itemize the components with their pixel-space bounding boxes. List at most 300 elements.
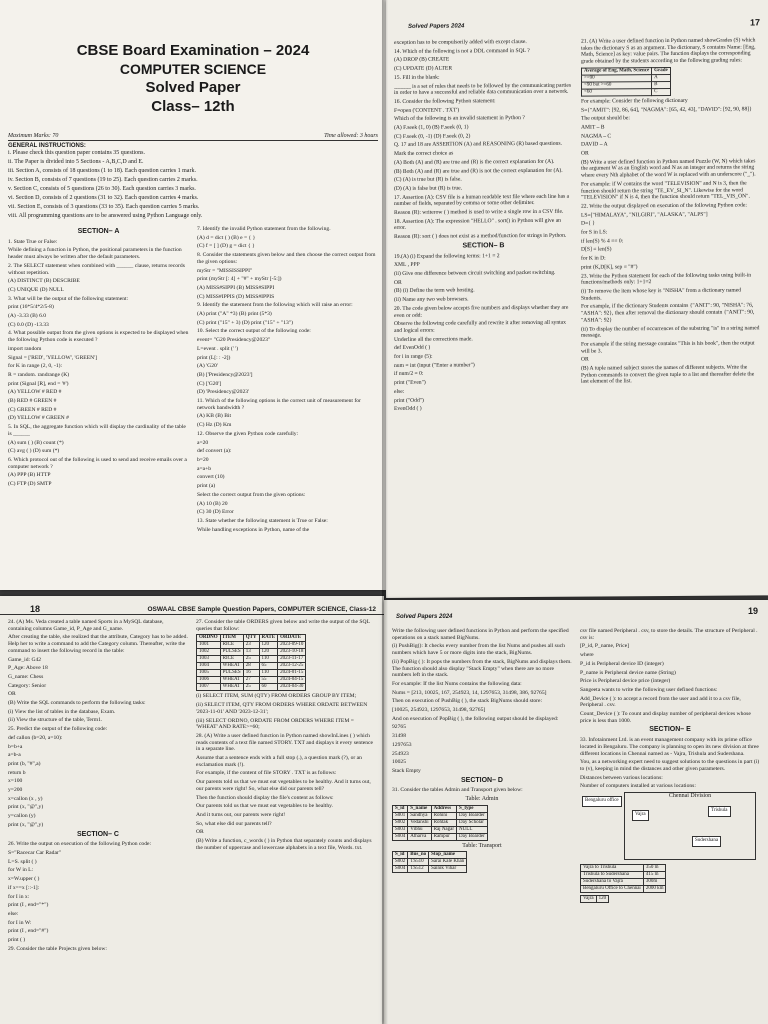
text-line: (A) print ("A" *3) (B) print (5*3) xyxy=(197,311,272,318)
table-cell: 120 xyxy=(596,896,609,903)
text-line: The output should be: xyxy=(581,115,630,122)
text-line: SECTION– C xyxy=(76,830,119,838)
text-line: Reason (R): writerow ( ) method is used to write a single row in a CSV file. xyxy=(394,208,564,217)
computers-table xyxy=(580,895,609,903)
text-line: 23. Write the Python statement for each of the following tasks using built-in functions/methods only: 1+1=2 xyxy=(581,272,752,286)
table-row xyxy=(393,833,488,840)
text-line: 19.(A) (i) Expand the following terms: 1+1 = 2 xyxy=(394,252,500,260)
column-left xyxy=(8,619,188,954)
text-line: 28. (A) Write a user defined function in Python named showInLines ( ) which reads contents of a text file named STORY. TXT and displays it every sentence in a separate line. xyxy=(196,732,373,753)
questions-21-23 xyxy=(581,97,760,386)
text-line: 17. Assertion (A): CSV file is a human readable text file where each line has a number of fields, separated by comma or some other delimiter. xyxy=(394,193,570,208)
table-cell: S001 xyxy=(393,812,408,819)
text-line: L=event . split (' ') xyxy=(197,345,239,352)
text-line: iv. Section B, consists of 7 questions (19 to 25). Each question carries 2 marks. xyxy=(8,177,198,183)
text-line: (C) UPDATE (D) ALTER xyxy=(394,65,453,73)
text-line: P_id is Peripheral device ID (integer) xyxy=(580,660,664,667)
table-cell: Vajra to Trishula xyxy=(581,865,644,872)
table-row xyxy=(393,866,467,873)
page-bottom-right xyxy=(384,600,768,1024)
text-line: (C) ['G20'] xyxy=(197,380,222,387)
table-cell: 55 xyxy=(259,677,278,684)
table-cell: Sarai Kale Khan xyxy=(429,859,467,866)
text-line: OR xyxy=(394,279,402,286)
text-line: Our parents told us that we must eat vegetables to be healthy. xyxy=(196,803,333,810)
table-cell: Rohtak xyxy=(431,819,456,826)
table-cell: Day Boarder xyxy=(457,833,488,840)
question-21-intro xyxy=(581,37,760,65)
questions-24-26 xyxy=(8,619,188,952)
table-cell: Rampur xyxy=(431,833,456,840)
text-line: import random xyxy=(8,345,42,352)
text-line: exception has to be compulsorily added with except clause. xyxy=(394,39,527,46)
text-line: Then on execution of PushBig ( ), the stack BigNums should store: xyxy=(392,698,543,705)
text-line: (ii) PopBig ( ): It pops the numbers from the stack, BigNums and displays them. The function should also display "Stack Empty" when there are no more numbers left in the stack. xyxy=(392,658,572,679)
text-line: num = int (input ("Enter a number") xyxy=(394,362,475,369)
text-line: (A) DROP (B) CREATE xyxy=(394,56,450,64)
text-line: (B) RED # GREEN # xyxy=(8,398,57,405)
text-line: if len(S) % 4 == 0: xyxy=(581,238,624,245)
table-cell: PULSES xyxy=(220,649,243,656)
table-row xyxy=(197,677,306,684)
text-line: (B) A tuple named subject stores the names of different subjects. Write the Python commands to convert the given tuple to a list and thereafter delete the last element of the list. xyxy=(581,364,755,386)
text-line: else: xyxy=(8,910,19,917)
table-cell: 2000 km xyxy=(643,886,666,893)
text-line: else: xyxy=(394,388,405,395)
text-line: 25. Predict the output of the following code: xyxy=(8,726,108,733)
text-line: NAGMA – C xyxy=(581,133,612,140)
text-line: (B) Write a function, c_words ( ) in Python that separately counts and displays the number of uppercase and lowercase alphabets in a text file, Words. txt. xyxy=(196,838,372,851)
time-allowed: Time allowed: 3 hours xyxy=(324,133,378,139)
table-cell: Rohini xyxy=(431,812,456,819)
columns-bottom-left xyxy=(0,615,384,954)
distance-table xyxy=(580,864,666,893)
text-line: convert (10) xyxy=(197,474,225,481)
table-cell: Vedanshi xyxy=(408,819,431,826)
text-line: for W in L: xyxy=(8,867,34,874)
text-line: (A) d = dict ( ) (B) e = { } xyxy=(197,234,256,241)
text-line: for I in W: xyxy=(8,919,32,926)
text-line: i. Please check this question paper contains 35 questions. xyxy=(8,150,145,156)
text-line: b=b+a xyxy=(8,743,23,750)
text-line: OR xyxy=(196,829,204,836)
text-line: (A) Both (A) and (R) are true and (R) is the correct explanation for (A). xyxy=(394,158,555,166)
text-line: (ii) View the structure of the table, Term1. xyxy=(8,717,103,724)
chennai-division-label: Chennai Division xyxy=(668,793,712,800)
text-line: S={"AMIT": [92, 86, 64], "NAGMA": [65, 42, 43], "DAVID": [92, 90, 88]} xyxy=(581,105,752,114)
text-line: Our parents told us that we must eat vegetables to be healthy. And it turns out, our parents were right! So, what else did our parents tell? xyxy=(196,779,371,792)
publisher-header: OSWAAL CBSE Sample Question Papers, COMPUTER SCIENCE, Class-12 xyxy=(147,605,376,613)
text-line: Sangeeta wants to write the following user defined functions: xyxy=(580,686,718,693)
text-line: So, what else did our parents tell? xyxy=(196,820,272,827)
transport-table xyxy=(392,851,467,873)
text-line: (ii) Give one difference between circuit switching and packet switching. xyxy=(394,269,556,277)
text-line: (ii) To display the number of occurrences of the substring "is" in a string named message. xyxy=(581,324,760,339)
text-line: print ( ) xyxy=(8,937,26,944)
text-line: While defining a function in Python, the positional parameters in the function header must always be written after the default parameters. xyxy=(8,247,182,261)
table-row xyxy=(581,872,666,879)
text-line: print (Signal [R], end = '#') xyxy=(8,380,69,387)
columns-bottom-right xyxy=(384,600,768,905)
table-cell: 415 m xyxy=(643,872,666,879)
text-line: (ii) SELECT ITEM, QTY FROM ORDERS WHERE ORDATE BETWEEN '2023-11-01' AND '2023-12-31'; xyxy=(196,702,368,715)
text-line: After creating the table, she realized that the attribute, Category has to be added. Help her to write a command to add the Category column. Thereafter, write the command to insert the following record in the table: xyxy=(8,634,188,654)
text-line: 18. Assertion (A): The expression "HELLO" . sort() in Python will give an error. xyxy=(394,217,561,232)
admin-table-title: Table: Admin xyxy=(465,796,499,803)
text-line: print (x, "@",y) xyxy=(8,804,44,811)
text-line: 10025 xyxy=(392,759,406,766)
text-line: 27. Consider the table ORDERS given below and write the output of the SQL queries that follow: xyxy=(196,619,370,632)
table-header-cell: Grade xyxy=(652,67,671,74)
text-line: Add_Device ( ): to accept a record from the user and add it to a csv file, Peripheral . csv. xyxy=(580,695,741,709)
text-line: Count_Device ( ): To count and display number of peripheral devices whose price is less than 1000. xyxy=(580,711,751,724)
table-header-cell: ORDNO xyxy=(197,635,221,642)
table-row xyxy=(581,865,666,872)
text-line: (C) UNIQUE (D) NULL xyxy=(8,286,64,293)
table-cell: PULSES xyxy=(220,670,243,677)
text-line: viii. All programming questions are to be answered using Python Language only. xyxy=(8,213,203,219)
text-line: y=callon (y) xyxy=(8,813,36,820)
table-cell: >=90 xyxy=(582,74,652,81)
table-cell: 16 xyxy=(243,670,259,677)
column-right xyxy=(196,619,376,954)
text-line: (D) 'Presidency@2023' xyxy=(197,389,250,396)
text-line: D[S] = len(S) xyxy=(581,246,612,254)
table-header-cell: S_id xyxy=(393,805,408,812)
text-line: vi. Section D, consists of 2 questions (31 to 32). Each question carries 4 marks. xyxy=(8,195,199,201)
questions-30-31 xyxy=(392,628,572,794)
text-line: where xyxy=(580,652,594,659)
text-line: 14. Which of the following is not a DDL command in SQL ? xyxy=(394,47,530,55)
columns-top-left xyxy=(0,222,386,535)
table-cell: 23 xyxy=(243,642,259,649)
text-line: (A) YELLOW # RED # xyxy=(8,389,62,396)
table-cell: 2023-11-17 xyxy=(278,656,306,663)
page-number: 17 xyxy=(749,17,760,28)
column-left xyxy=(8,226,189,535)
table-row xyxy=(582,88,671,96)
text-line: 31. Consider the tables Admin and Transport given below: xyxy=(392,787,523,794)
column-right xyxy=(197,226,378,535)
table-cell: 2023-10-18 xyxy=(278,649,306,656)
table-cell: Vajra xyxy=(581,896,597,903)
text-line: print ("Even") xyxy=(394,379,426,387)
table-cell: 1006 xyxy=(197,677,221,684)
sudershana-box: Sudershana xyxy=(692,836,721,847)
max-marks: Maximum Marks: 70 xyxy=(8,133,59,139)
table-header-cell: RATE xyxy=(259,635,278,642)
text-line: a=b-a xyxy=(8,752,21,759)
column-right xyxy=(580,628,760,905)
text-line: For example, if the dictionary Students contains {"ANIT": 90, "NISHA": 76, "ASHA": 92}, then after removal the dictionary should contain {"ANIT": 90, "ASHA": 92} xyxy=(581,302,755,324)
text-line: b=20 xyxy=(197,456,209,463)
text-line: And it turns out, our parents were right! xyxy=(196,811,286,818)
text-line: 4. What possible output from the given options is expected to be displayed when the following Python code is executed ? xyxy=(8,330,189,344)
table-cell: B xyxy=(652,81,671,88)
text-line: (A) MISS#SIPPI (B) MISS#SIPPI xyxy=(197,284,275,291)
text-line: if num/2 = 0: xyxy=(394,371,424,378)
table-cell: 1003 xyxy=(197,656,221,663)
text-line: Q. 17 and 18 are ASSERTION (A) and REASONING (R) based questions. xyxy=(394,141,562,149)
text-line: return b xyxy=(8,769,26,776)
text-line: 33. Infotainment Ltd. is an event management company with its prime office located in Bengaluru. The company is planning to open its new division at three different locations in Chennai named as - Vajra, Trishula and Sudershana. xyxy=(580,737,759,757)
text-line: For example: If the list Nums contains the following data: xyxy=(392,680,522,687)
paper-subtitle: Solved Paper xyxy=(145,79,241,96)
text-line: Category: Senior xyxy=(8,682,47,689)
text-line: 8. Consider the statements given below and then choose the correct output from the given options: xyxy=(197,252,376,265)
table-cell: S002 xyxy=(393,859,408,866)
text-line: (C) f = [ ] (D) g = dict { } xyxy=(197,243,255,250)
text-line: ii. The Paper is divided into 5 Sections - A,B,C,D and E. xyxy=(8,159,144,165)
text-line: P_Age: Above 18 xyxy=(8,665,48,672)
text-line: SECTION– D xyxy=(460,776,503,784)
text-line: 6. Which protocol out of the following is used to send and receive emails over a computer network ? xyxy=(8,456,187,470)
text-line: def EvenOdd ( ) xyxy=(394,345,431,352)
text-line: DAVID – A xyxy=(581,141,608,148)
text-line: (A) KB (B) Bit xyxy=(197,413,232,420)
text-line: (C) 30 (D) Error xyxy=(197,509,234,516)
text-line: (A) PPP (B) HTTP xyxy=(8,472,51,479)
table-cell: 120 xyxy=(259,649,278,656)
text-line: 92765 xyxy=(392,724,406,731)
table-cell: S004 xyxy=(393,833,408,840)
text-line: Signal = ['RED', 'YELLOW', 'GREEN'] xyxy=(8,354,98,361)
table-cell: WHEAT xyxy=(220,677,243,684)
text-line: print (I , end="*") xyxy=(8,902,49,909)
text-line: Mark the correct choice as xyxy=(394,150,454,158)
table-cell: 1004 xyxy=(197,663,221,670)
text-line: (i) SELECT ITEM, SUM (QTY) FROM ORDERS GROUP BY ITEM; xyxy=(196,693,357,700)
text-line: if x==x [::-1]: xyxy=(8,884,40,891)
text-line: (B) ['Presidency@2023'] xyxy=(197,371,253,378)
text-line: (A) -3.33 (B) 6.0 xyxy=(8,313,47,320)
table-cell: Day Scholar xyxy=(457,819,488,826)
text-line: For example if the string message contains "This is his book", then the output will be 3. xyxy=(581,340,755,355)
text-line: Write the following user defined functions in Python and perform the specified operations on a stack named BigNums. xyxy=(392,628,569,641)
text-line: 1. State True or False: xyxy=(8,238,58,245)
instructions-title: GENERAL INSTRUCTIONS: xyxy=(8,143,86,149)
text-line: 31498 xyxy=(392,733,406,740)
text-line: (C) F.seek (0, -1) (D) F.seek (0, 2) xyxy=(394,133,471,140)
text-line: for K in range (2, 0, -1): xyxy=(8,363,63,370)
text-line: G_name: Chess xyxy=(8,673,44,680)
text-line: AMIT – B xyxy=(581,124,605,131)
table-row xyxy=(197,670,306,677)
text-line: F=open ('CONTENT . TXT') xyxy=(394,107,460,114)
table-cell: 2024-01-15 xyxy=(278,670,306,677)
table-header-cell: S_id xyxy=(393,852,408,859)
table-row xyxy=(197,684,306,691)
text-line: And on execution of PopBig ( ), the following output should be displayed: xyxy=(392,715,559,722)
running-head: Solved Papers 2024 xyxy=(408,23,465,30)
text-line: Nums = [213, 10025, 167, 254923, 14, 1297653, 31498, 386, 92765] xyxy=(392,689,547,696)
text-line: 21. (A) Write a user defined function in Python named showGrades (S) which takes the dictionary S as an argument. The dictionary, S contains Name: [Eng, Math, Science] as key: value pairs. The function displays the corresponding grade obtained by the students according to the following grading rules: xyxy=(581,37,756,65)
text-line: 15. Fill in the blank: xyxy=(394,74,440,81)
text-line: csv file named Peripheral . csv, to store the details. The structure of Peripheral . csv is: xyxy=(580,628,758,641)
text-line: (C) 0.0 (D) -13.33 xyxy=(8,321,49,328)
table-cell: <90 but >=60 xyxy=(582,81,652,88)
text-line: (A) 10 (B) 20 xyxy=(197,500,228,507)
transport-table-title: Table: Transport xyxy=(462,842,502,849)
class-title: Class– 12th xyxy=(151,98,235,115)
text-line: Reason (R): sort ( ) does not exist as a method/function for strings in Python. xyxy=(394,232,567,241)
text-line: for S in LS: xyxy=(581,229,608,236)
text-line: OR xyxy=(8,691,16,698)
text-line: print (I , end="#") xyxy=(8,928,49,935)
text-line: 24. (A) Ms. Veda created a table named Sports in a MySQL database, containing columns Game_id, P_Age and G_name. xyxy=(8,619,164,632)
table-cell: 1002 xyxy=(197,649,221,656)
text-line: (B) Write a user defined function in Python named Puzzle (W, N) which takes the argument W as an English word and N as an integer and returns the string where every Nth alphabet of the word W is replaced with an underscore ("_"). xyxy=(581,158,756,179)
table-cell: Atharva xyxy=(408,833,431,840)
orders-table xyxy=(196,634,306,691)
text-line: 12. Observe the given Python code carefully: xyxy=(197,430,299,437)
text-line: x=100 xyxy=(8,778,23,785)
text-line: (B) Both (A) and (R) are true and (R) is not the correct explanation for (A). xyxy=(394,167,563,175)
table-cell: RICE xyxy=(220,642,243,649)
table-cell: 1007 xyxy=(197,684,221,691)
table-cell: WHEAT xyxy=(220,663,243,670)
questions-14-20 xyxy=(394,39,573,413)
table-cell: S004 xyxy=(393,866,408,873)
table-cell: 28 xyxy=(243,663,259,670)
table-row xyxy=(581,896,609,903)
text-line: Then the function should display the file's content as follows: xyxy=(196,794,334,801)
text-line: myStr = "MISSISSIPPI" xyxy=(197,267,253,274)
text-line: a=a+b xyxy=(197,465,212,472)
table-cell: 2023-12-25 xyxy=(278,663,306,670)
table-cell: TS510 xyxy=(408,859,429,866)
book-spine-shadow xyxy=(382,0,388,1024)
text-line: (i) View the list of tables in the database, Exam. xyxy=(8,708,116,715)
column-right xyxy=(581,37,760,413)
table-cell: 2024-04-30 xyxy=(278,684,306,691)
table-cell: <60 xyxy=(582,88,652,95)
vajra-box: Vajra xyxy=(632,810,649,821)
table-cell: Sainik Vihar xyxy=(429,866,467,873)
text-line: (C) print ("15" + 3) (D) print ("15" + "13") xyxy=(197,319,293,326)
text-line: (C) avg ( ) (D) sum (*) xyxy=(8,448,60,455)
text-line: L=S. split ( ) xyxy=(8,858,37,865)
table-cell: TS512 xyxy=(408,866,429,873)
text-line: print (b, "#",a) xyxy=(8,760,41,767)
table-row xyxy=(581,879,666,886)
column-left xyxy=(392,628,572,905)
text-line: SECTION– B xyxy=(462,242,505,250)
text-line: Observe the following code carefully and rewrite it after removing all syntax and logical errors: xyxy=(394,319,566,334)
table-cell: 110 xyxy=(259,656,278,663)
text-line: event= "G20 Presidency@2023" xyxy=(197,337,271,344)
marks-time-row xyxy=(8,133,378,141)
text-line: You, as a networking expert need to suggest solutions to the questions in part (i) to (v), keeping in mind the distances and other given parameters. xyxy=(580,759,760,772)
text-line: ______ is a set of rules that needs to be followed by the communicating parties in order to have a successful and reliable data communication over a network. xyxy=(394,82,572,97)
table-cell: C xyxy=(652,88,671,95)
table-cell: RICE xyxy=(220,656,243,663)
table-header-cell: Address xyxy=(431,805,456,812)
chennai-division-box xyxy=(624,792,756,860)
paper-title: CBSE Board Examination – 2024 xyxy=(76,42,310,59)
section-a-heading: SECTION– A xyxy=(77,228,120,235)
text-line: For example, if the content of file STORY . TXT is as follows: xyxy=(196,770,337,777)
table-cell: 1001 xyxy=(197,642,221,649)
table-row xyxy=(197,663,306,670)
table-cell: WHEAT xyxy=(220,684,243,691)
general-instructions xyxy=(0,141,386,220)
questions-32-33 xyxy=(580,628,760,790)
text-line: XML , PPP xyxy=(394,262,420,269)
text-line: x=W.upper ( ) xyxy=(8,876,40,883)
text-line: print (K,D[K], sep = "#") xyxy=(581,264,638,271)
table-cell: 2023-09-10 xyxy=(278,642,306,649)
table-header-cell: QTY xyxy=(243,635,259,642)
table-cell: 25 xyxy=(243,656,259,663)
table-cell: S003 xyxy=(393,826,408,833)
table-row xyxy=(393,859,467,866)
text-line: 20. The code given below accepts five numbers and displays whether they are even or odd: xyxy=(394,304,569,319)
text-line: 7. Identify the invalid Python statement from the following. xyxy=(197,226,331,232)
questions-7-13 xyxy=(197,226,378,533)
text-line: 5. In SQL, the aggregate function which will display the cardinality of the table is ______ xyxy=(8,424,186,437)
text-line: Distances between various locations: xyxy=(580,774,663,781)
text-line: Which of the following is an invalid statement in Python ? xyxy=(394,115,525,123)
text-line: R = random. randrange (K) xyxy=(8,371,70,378)
subject-title: COMPUTER SCIENCE xyxy=(119,61,267,77)
text-line: (C) Hz (D) Km xyxy=(197,422,232,429)
table-cell: A xyxy=(652,74,671,81)
text-line: 13. State whether the following statement is True or False: xyxy=(197,517,328,524)
text-line: S="Racecar Car Radar" xyxy=(8,849,62,856)
table-cell: 350 m xyxy=(643,865,666,872)
text-line: Underline all the corrections made. xyxy=(394,336,473,343)
grade-table xyxy=(581,67,671,97)
table-row xyxy=(581,886,666,893)
text-line: (A) 'G20' xyxy=(197,363,218,370)
text-line: (ii) Name any two web browsers. xyxy=(394,296,469,304)
text-line: 3. What will be the output of the following statement: xyxy=(8,295,129,302)
text-line: (C) MISS#IPPIS (D) MISS#IPPIS xyxy=(197,293,275,300)
text-line: For example: if W contains the word "TELEVISION" and N is 3, then the function should return the string "TE_EV_SI_N". Likewise for the word "TELEVISION" if N is 4, then the function should return "TEL_VIS_ON". xyxy=(581,180,750,201)
text-line: [P_id, P_name, Price] xyxy=(580,643,630,650)
text-line: 254923 xyxy=(392,750,409,757)
text-line: (i) PushBig(): It checks every number from the list Nums and pushes all such numbers which have 5 or more digits into the stack, BigNums. xyxy=(392,643,565,657)
text-line: (D) (A) is false but (R) is true. xyxy=(394,185,463,192)
text-line: x=callon (x , y) xyxy=(8,795,43,802)
text-line: 1297653 xyxy=(392,741,412,748)
text-line: (D) YELLOW # GREEN # xyxy=(8,415,69,422)
text-line: for I in x: xyxy=(8,893,30,900)
text-line: (C) (A) is true but (R) is false. xyxy=(394,176,462,184)
text-line: Stack Empty xyxy=(392,767,421,774)
table-header-cell: ITEM xyxy=(220,635,243,642)
text-line: 26. Write the output on execution of the following Python code: xyxy=(8,841,152,848)
text-line: LS=["HIMALAYA", "NILGIRI", "ALASKA", "ALPS"] xyxy=(581,211,708,219)
questions-1-6 xyxy=(8,239,189,488)
text-line: SECTION– E xyxy=(649,726,691,734)
table-cell: 110 xyxy=(259,670,278,677)
table-cell: 300m xyxy=(643,879,666,886)
table-header-cell: S_type xyxy=(457,805,488,812)
text-line: print (16*5/4*2/5-8) xyxy=(8,304,54,311)
text-line: 29. Consider the table Projects given below: xyxy=(8,945,107,952)
text-line: print (x, "@",y) xyxy=(8,821,44,828)
table-cell: 27 xyxy=(243,677,259,684)
text-line: OR xyxy=(581,150,589,157)
text-line: def convert (a): xyxy=(197,448,232,455)
text-line: Select the correct output from the given options: xyxy=(197,491,306,498)
page-number: 18 xyxy=(30,604,41,614)
text-line: vii. Section E, consists of 3 questions (33 to 35). Each question carries 5 marks. xyxy=(8,204,200,210)
table-cell: Sandhya xyxy=(408,812,431,819)
table-row xyxy=(393,826,488,833)
